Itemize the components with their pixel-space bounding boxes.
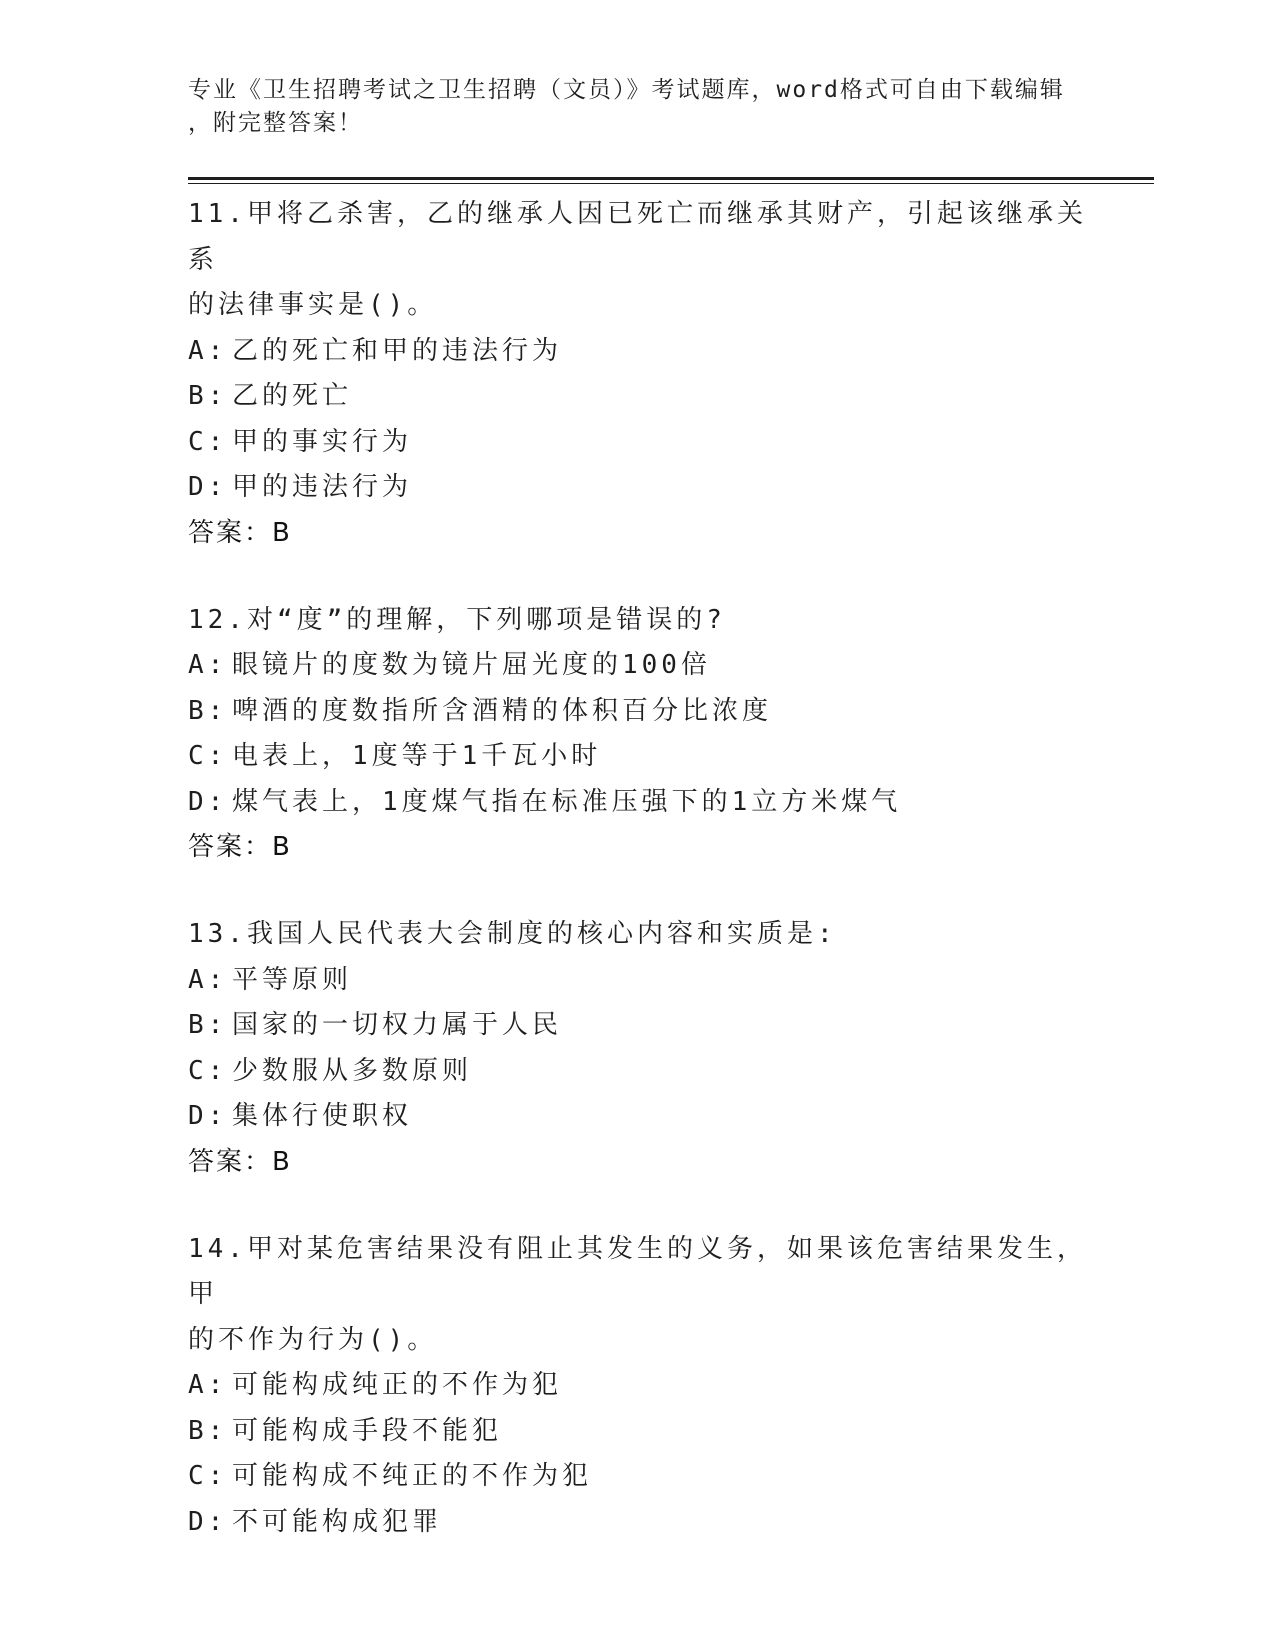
option-text: 可能构成不纯正的不作为犯 bbox=[232, 1461, 593, 1491]
option-text: 国家的一切权力属于人民 bbox=[232, 1010, 563, 1040]
answer-line: 答案：B bbox=[188, 517, 292, 548]
option-text: 乙的死亡 bbox=[232, 381, 353, 411]
option-letter: A: bbox=[188, 964, 228, 995]
option-c bbox=[188, 1049, 1088, 1095]
question-stem-line: 11.甲将乙杀害，乙的继承人因已死亡而继承其财产，引起该继承关系 bbox=[188, 199, 1087, 275]
header-divider-thin bbox=[188, 183, 1154, 184]
option-c bbox=[188, 1454, 1088, 1500]
option-letter: A: bbox=[188, 335, 228, 366]
option-letter: C: bbox=[188, 1461, 228, 1491]
option-a bbox=[188, 958, 1088, 1004]
option-b bbox=[188, 689, 1088, 735]
option-text: 甲的事实行为 bbox=[232, 426, 413, 457]
question-11 bbox=[188, 192, 1088, 556]
option-text: 少数服从多数原则 bbox=[232, 1055, 473, 1086]
header-divider-thick bbox=[188, 177, 1154, 180]
option-letter: D: bbox=[188, 786, 228, 817]
option-text: 可能构成纯正的不作为犯 bbox=[232, 1370, 563, 1400]
option-text: 电表上，1度等于1千瓦小时 bbox=[232, 741, 602, 771]
option-d bbox=[188, 465, 1088, 511]
document-header bbox=[188, 74, 1078, 140]
option-letter: C: bbox=[188, 1055, 228, 1086]
option-text: 啤酒的度数指所含酒精的体积百分比浓度 bbox=[232, 695, 773, 726]
question-13 bbox=[188, 912, 1088, 1185]
option-text: 不可能构成犯罪 bbox=[232, 1506, 443, 1537]
option-d bbox=[188, 1500, 1088, 1546]
header-subtitle-line: ，附完整答案！ bbox=[188, 110, 363, 136]
option-text: 甲的违法行为 bbox=[232, 472, 413, 502]
option-letter: C: bbox=[188, 426, 228, 457]
question-stem-line: 的不作为行为()。 bbox=[188, 1324, 438, 1355]
option-letter: B: bbox=[188, 695, 228, 726]
option-c bbox=[188, 734, 1088, 780]
option-text: 平等原则 bbox=[232, 964, 353, 995]
header-title-line: 专业《卫生招聘考试之卫生招聘（文员）》考试题库，word格式可自由下载编辑 bbox=[188, 77, 1065, 103]
option-text: 眼镜片的度数为镜片屈光度的100倍 bbox=[232, 650, 711, 680]
option-d bbox=[188, 780, 1088, 826]
option-letter: C: bbox=[188, 741, 228, 771]
question-list bbox=[188, 192, 1088, 1587]
question-stem-line: 14.甲对某危害结果没有阻止其发生的义务，如果该危害结果发生，甲 bbox=[188, 1233, 1087, 1309]
option-text: 乙的死亡和甲的违法行为 bbox=[232, 335, 563, 366]
question-stem-line: 13.我国人民代表大会制度的核心内容和实质是: bbox=[188, 919, 837, 949]
option-a bbox=[188, 329, 1088, 375]
option-letter: A: bbox=[188, 650, 228, 680]
option-letter: D: bbox=[188, 1101, 228, 1131]
option-b bbox=[188, 1003, 1088, 1049]
question-14 bbox=[188, 1227, 1088, 1546]
option-letter: B: bbox=[188, 1415, 228, 1446]
answer-line: 答案：B bbox=[188, 832, 292, 862]
option-a bbox=[188, 1363, 1088, 1409]
answer-line: 答案：B bbox=[188, 1146, 292, 1177]
option-text: 集体行使职权 bbox=[232, 1101, 413, 1131]
option-a bbox=[188, 643, 1088, 689]
option-d bbox=[188, 1094, 1088, 1140]
option-letter: A: bbox=[188, 1370, 228, 1400]
option-text: 可能构成手段不能犯 bbox=[232, 1415, 503, 1446]
option-b bbox=[188, 1409, 1088, 1455]
option-text: 煤气表上，1度煤气指在标准压强下的1立方米煤气 bbox=[232, 786, 902, 817]
option-letter: B: bbox=[188, 1010, 228, 1040]
question-stem-line: 的法律事实是()。 bbox=[188, 290, 438, 320]
question-12 bbox=[188, 598, 1088, 871]
option-b bbox=[188, 374, 1088, 420]
option-c bbox=[188, 420, 1088, 466]
question-stem-line: 12.对“度”的理解，下列哪项是错误的? bbox=[188, 604, 726, 635]
option-letter: D: bbox=[188, 1506, 228, 1537]
option-letter: B: bbox=[188, 381, 228, 411]
option-letter: D: bbox=[188, 472, 228, 502]
